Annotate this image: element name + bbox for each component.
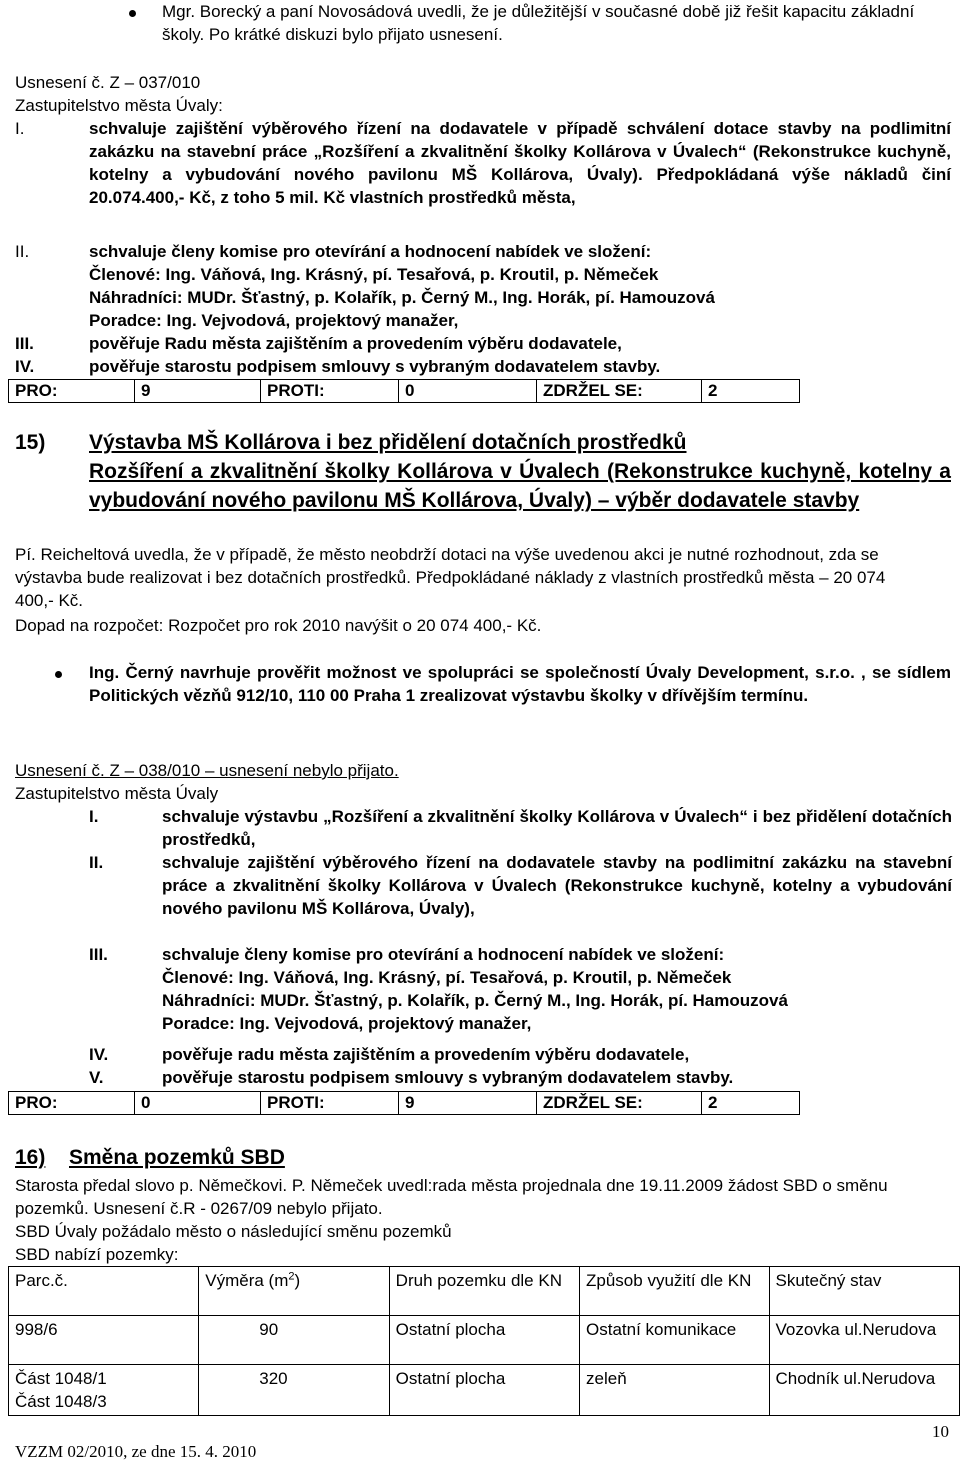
vote-abstain-count: 2 bbox=[702, 380, 800, 403]
res2-item-num: I. bbox=[89, 807, 99, 826]
paragraph-line: SBD nabízí pozemky: bbox=[15, 1245, 179, 1264]
res2-item-num: II. bbox=[89, 853, 104, 872]
res2-item-num: IV. bbox=[89, 1045, 109, 1064]
vote-table bbox=[8, 1091, 800, 1115]
vote-pro-label: PRO: bbox=[9, 380, 135, 403]
land-table bbox=[8, 1266, 960, 1416]
res2-item-text: pověřuje starostu podpisem smlouvy s vybraným dodavatelem stavby. bbox=[162, 1068, 734, 1087]
vote-abstain-label: ZDRŽEL SE: bbox=[537, 380, 702, 403]
res1-item-text: pověřuje starostu podpisem smlouvy s vybraným dodavatelem stavby. bbox=[89, 357, 661, 376]
res2-substitutes-line: Náhradníci: MUDr. Šťastný, p. Kolařík, p. Černý M., Ing. Horák, pí. Hamouzová bbox=[162, 991, 788, 1010]
vote-proti-label: PROTI: bbox=[261, 380, 399, 403]
table-cell: 320 bbox=[199, 1365, 389, 1416]
res1-item-num: II. bbox=[15, 242, 30, 261]
budget-impact: Dopad na rozpočet: Rozpočet pro rok 2010 navýšit o 20 074 400,- Kč. bbox=[15, 616, 542, 635]
bullet-icon bbox=[129, 10, 136, 17]
table-cell: Část 1048/1 Část 1048/3 bbox=[9, 1365, 199, 1416]
table-cell: zeleň bbox=[580, 1365, 769, 1416]
vote-pro-label: PRO: bbox=[9, 1092, 135, 1115]
page-number: 10 bbox=[932, 1422, 949, 1441]
section-number: 16) bbox=[15, 1146, 46, 1169]
intro-paragraph: Mgr. Borecký a paní Novosádová uvedli, že je důležitější v současné době již řešit kapacitu základní školy. Po krátké diskuzi bylo přijato usnesení. bbox=[162, 2, 915, 44]
table-cell: Ostatní plocha bbox=[389, 1316, 579, 1365]
vote-pro-count: 0 bbox=[135, 1092, 261, 1115]
table-cell: Chodník ul.Nerudova bbox=[769, 1365, 960, 1416]
section-heading-continued: Rozšíření a zkvalitnění školky Kollárova v Úvalech (Rekonstrukce kuchyně, kotelny a vybudování nového pavilonu MŠ Kollárova, Úvaly) – výběr dodavatele stavby bbox=[89, 460, 951, 512]
bullet-icon bbox=[55, 671, 62, 678]
table-cell: Ostatní plocha bbox=[389, 1365, 579, 1416]
table-cell: Ostatní komunikace bbox=[580, 1316, 769, 1365]
table-header: Parc.č. bbox=[9, 1267, 199, 1316]
table-cell: Vozovka ul.Nerudova bbox=[769, 1316, 960, 1365]
resolution-number: Usnesení č. Z – 037/010 bbox=[15, 73, 201, 92]
section-heading: Výstavba MŠ Kollárova i bez přidělení dotačních prostředků bbox=[89, 431, 687, 454]
resolution-body: Zastupitelstvo města Úvaly: bbox=[15, 96, 223, 115]
res2-item-text: schvaluje zajištění výběrového řízení na dodavatele stavby na podlimitní zakázku na stavební práce a zkvalitnění školky Kollárova v Úvalech (Rekonstrukce kuchyně, kotelny a vybudování nového pavilonu MŠ Kollárova, Úvaly), bbox=[162, 853, 952, 918]
res1-item-num: I. bbox=[15, 119, 25, 138]
paragraph-line: SBD Úvaly požádalo město o následující směnu pozemků bbox=[15, 1222, 452, 1241]
res2-item-num: III. bbox=[89, 945, 108, 964]
section-number: 15) bbox=[15, 431, 46, 454]
table-header: Druh pozemku dle KN bbox=[389, 1267, 579, 1316]
table-cell: 90 bbox=[199, 1316, 389, 1365]
res1-item-text: pověřuje Radu města zajištěním a provedením výběru dodavatele, bbox=[89, 334, 622, 353]
res1-item-num: IV. bbox=[15, 357, 35, 376]
vote-pro-count: 9 bbox=[135, 380, 261, 403]
paragraph: Starosta předal slovo p. Němečkovi. P. Němeček uvedl:rada města projednala dne 19.11.2009 žádost SBD o směnu pozemků. Usnesení č.R - 0267/09 nebylo přijato. bbox=[15, 1176, 888, 1218]
res1-item-num: III. bbox=[15, 334, 34, 353]
res1-substitutes-line: Náhradníci: MUDr. Šťastný, p. Kolařík, p. Černý M., Ing. Horák, pí. Hamouzová bbox=[89, 288, 715, 307]
res2-item-line: schvaluje členy komise pro otevírání a hodnocení nabídek ve složení: bbox=[162, 945, 725, 964]
proposal-paragraph: Ing. Černý navrhuje prověřit možnost ve spolupráci se společností Úvaly Development, s.r.o. , se sídlem Politických vězňů 912/10, 110 00 Praha 1 zrealizovat výstavbu školky v dřívějším termínu. bbox=[89, 663, 951, 705]
res2-members-line: Členové: Ing. Váňová, Ing. Krásný, pí. Tesařová, p. Kroutil, p. Němeček bbox=[162, 968, 732, 987]
vote-table bbox=[8, 379, 800, 403]
res1-item-line: schvaluje členy komise pro otevírání a hodnocení nabídek ve složení: bbox=[89, 242, 652, 261]
vote-proti-count: 9 bbox=[399, 1092, 537, 1115]
res2-item-text: pověřuje radu města zajištěním a provedením výběru dodavatele, bbox=[162, 1045, 690, 1064]
table-row bbox=[9, 1365, 960, 1416]
vote-proti-count: 0 bbox=[399, 380, 537, 403]
footer-text: VZZM 02/2010, ze dne 15. 4. 2010 bbox=[15, 1442, 257, 1461]
table-header-row bbox=[9, 1267, 960, 1316]
vote-abstain-label: ZDRŽEL SE: bbox=[537, 1092, 702, 1115]
table-cell: 998/6 bbox=[9, 1316, 199, 1365]
table-header bbox=[199, 1267, 389, 1316]
res2-item-num: V. bbox=[89, 1068, 104, 1087]
res1-members-line: Členové: Ing. Váňová, Ing. Krásný, pí. Tesařová, p. Kroutil, p. Němeček bbox=[89, 265, 659, 284]
paragraph: Pí. Reicheltová uvedla, že v případě, že město neobdrží dotaci na výše uvedenou akci je nutné rozhodnout, zda se výstavba bude realizovat i bez dotačních prostředků. Předpokládané náklady z vlastních prostředků města – 20 074 400,- Kč. bbox=[15, 545, 886, 610]
resolution-number: Usnesení č. Z – 038/010 – usnesení nebylo přijato. bbox=[15, 761, 399, 780]
header-text: ) bbox=[294, 1271, 301, 1290]
vote-proti-label: PROTI: bbox=[261, 1092, 399, 1115]
header-text: Výměra (m bbox=[205, 1271, 289, 1290]
table-header: Způsob využití dle KN bbox=[580, 1267, 769, 1316]
vote-abstain-count: 2 bbox=[702, 1092, 800, 1115]
table-header: Skutečný stav bbox=[769, 1267, 960, 1316]
table-row bbox=[9, 1316, 960, 1365]
header-superscript: 2 bbox=[288, 1270, 295, 1283]
res2-advisor-line: Poradce: Ing. Vejvodová, projektový manažer, bbox=[162, 1014, 532, 1033]
res1-item-text: schvaluje zajištění výběrového řízení na dodavatele v případě schválení dotace stavby na podlimitní zakázku na stavební práce „Rozšíření a zkvalitnění školky Kollárova v Úvalech“ (Rekonstrukce kuchyně, kotelny a vybudování nového pavilonu MŠ Kollárova, Úvaly). Předpokládaná výše nákladů činí 20.074.400,- Kč, z toho 5 mil. Kč vlastních prostředků města, bbox=[89, 119, 951, 207]
resolution-body: Zastupitelstvo města Úvaly bbox=[15, 784, 219, 803]
res2-item-text: schvaluje výstavbu „Rozšíření a zkvalitnění školky Kollárova v Úvalech“ i bez přidělení dotačních prostředků, bbox=[162, 807, 952, 849]
section-heading: Směna pozemků SBD bbox=[69, 1146, 285, 1169]
res1-advisor-line: Poradce: Ing. Vejvodová, projektový manažer, bbox=[89, 311, 459, 330]
